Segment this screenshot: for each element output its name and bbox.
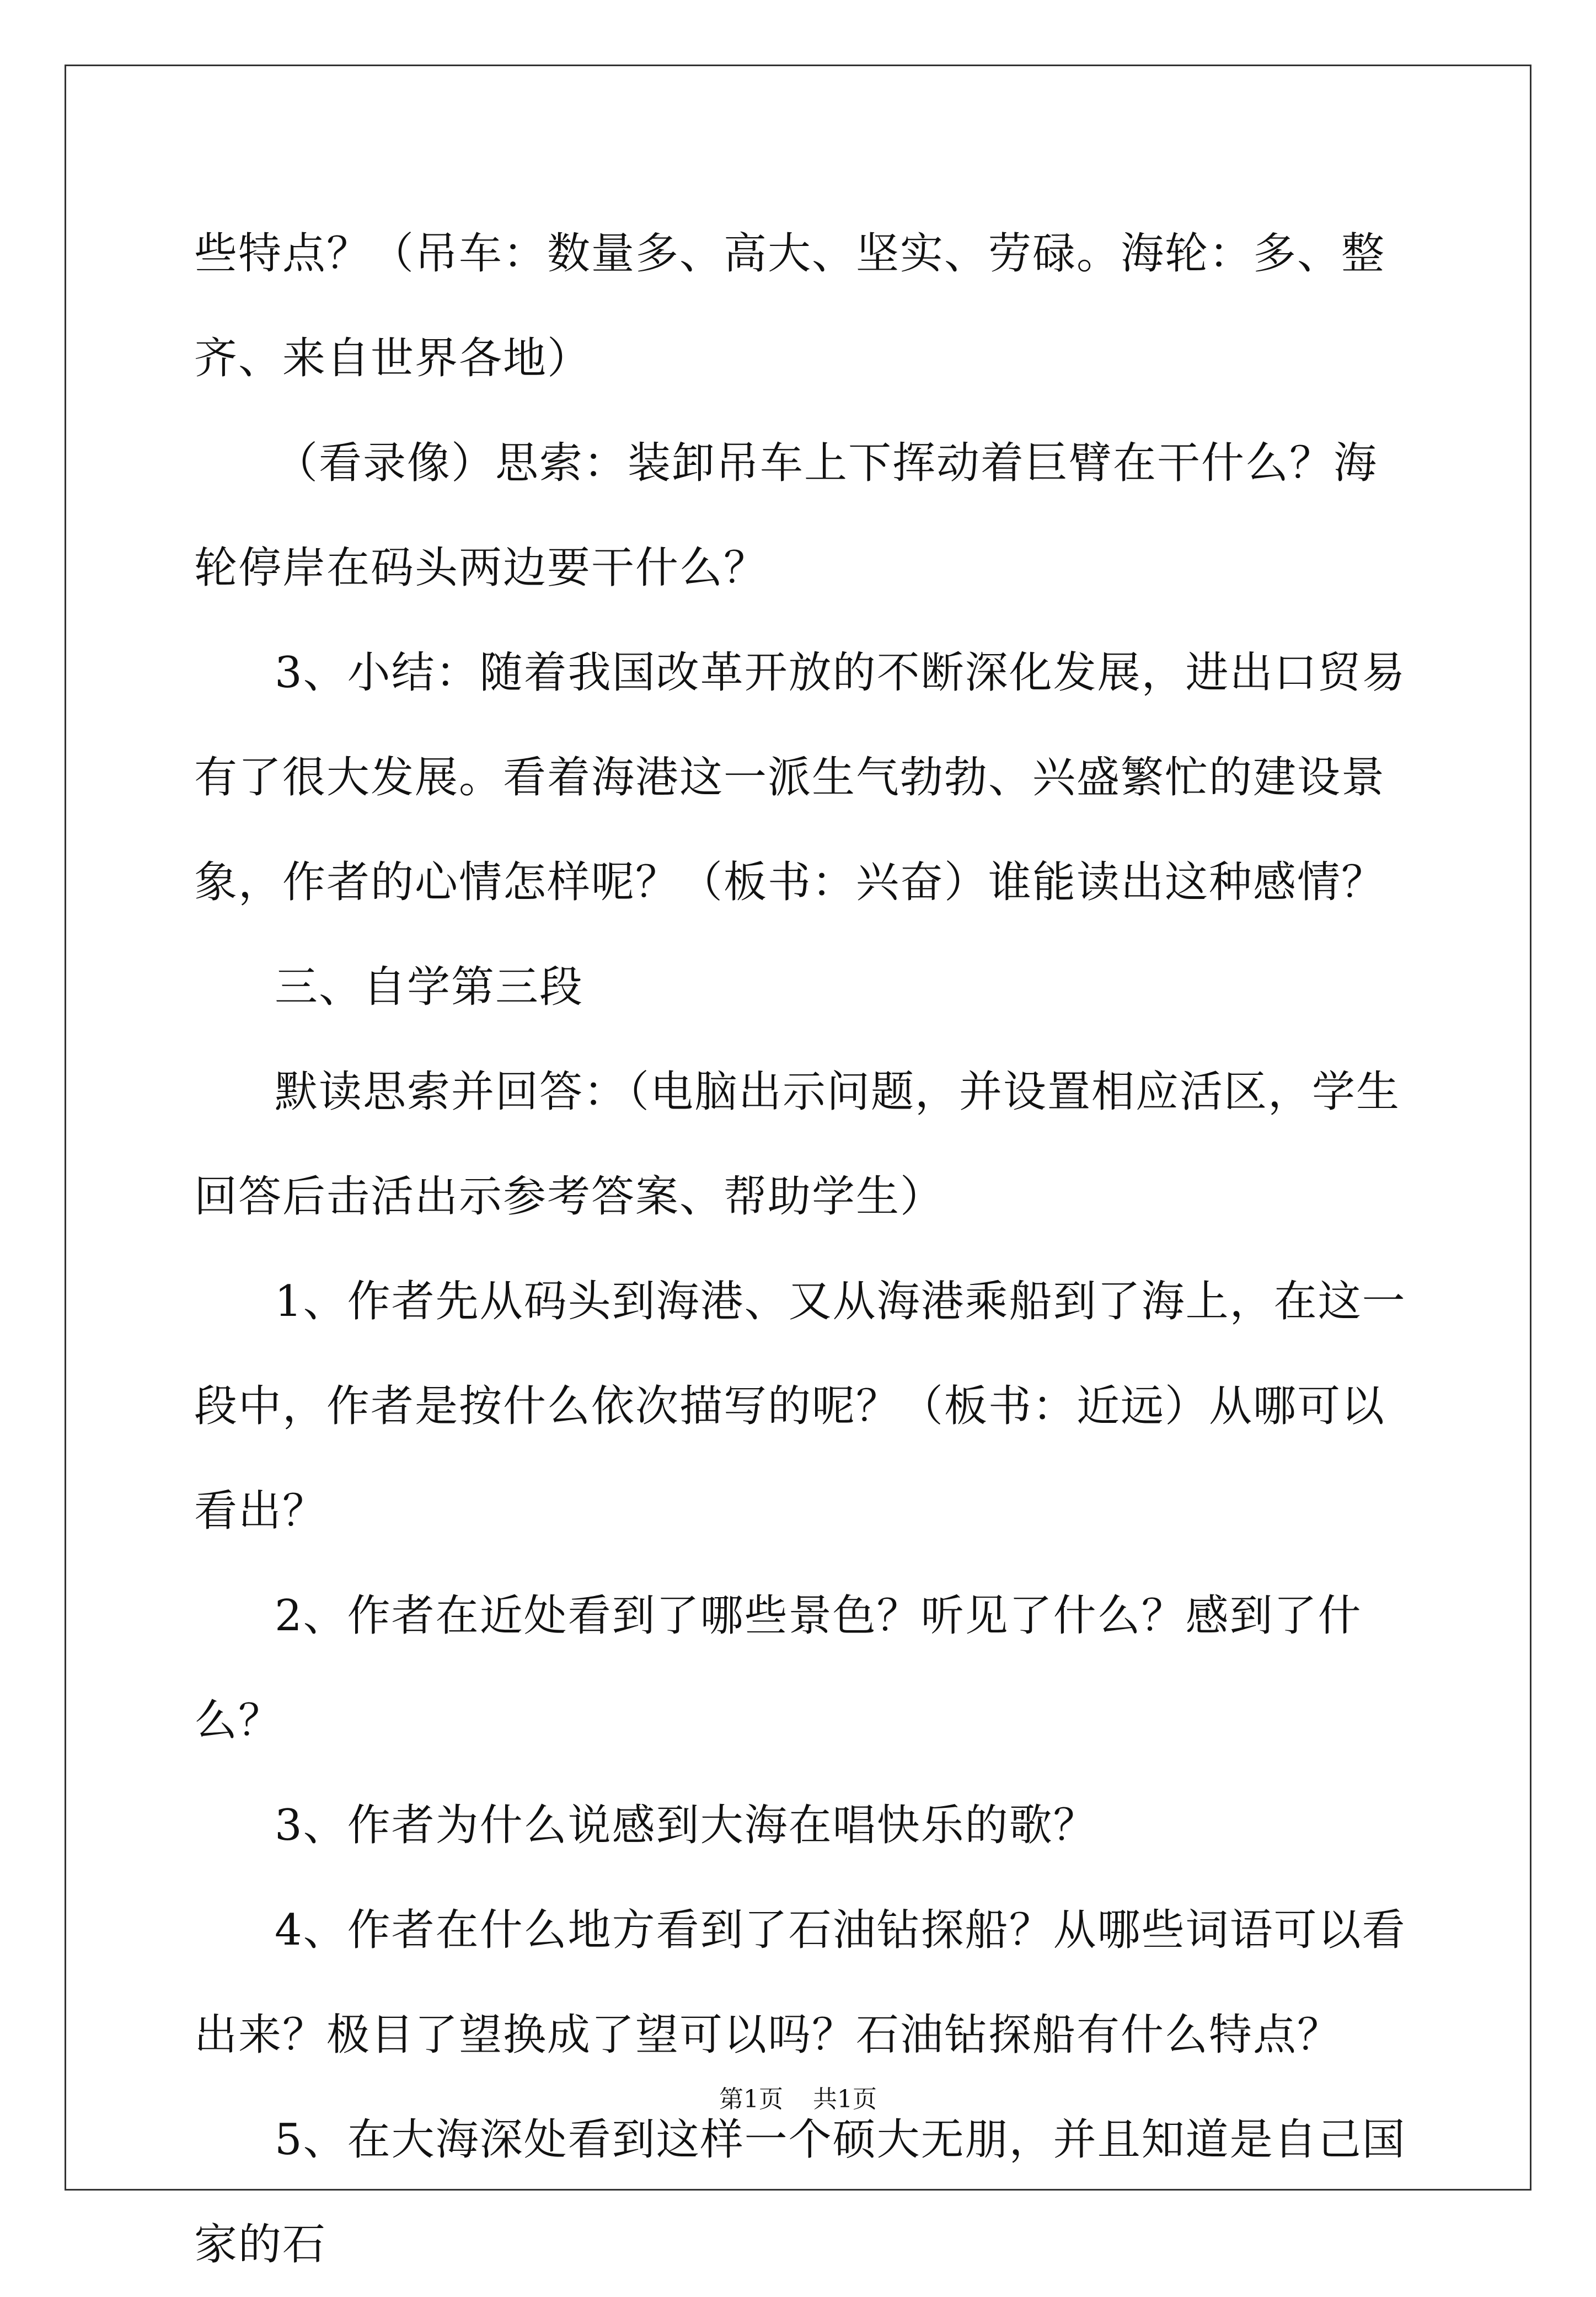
question-1: 1、作者先从码头到海港、又从海港乘船到了海上，在这一段中，作者是按什么依次描写的呢？（板书：近远）从哪可以看出？ xyxy=(194,1277,1406,1536)
paragraph-3: 3、小结：随着我国改革开放的不断深化发展，进出口贸易有了很大发展。看着海港这一派生气勃勃、兴盛繁忙的建设景象，作者的心情怎样呢？（板书：兴奋）谁能读出这种感情？ xyxy=(194,648,1406,907)
paragraph-1: 些特点？（吊车：数量多、高大、坚实、劳碌。海轮：多、整齐、来自世界各地） xyxy=(194,229,1386,383)
page-footer xyxy=(0,2079,1596,2114)
document-body xyxy=(194,201,1407,2297)
question-5: 5、在大海深处看到这样一个硕大无朋，并且知道是自己国家的石 xyxy=(194,2115,1406,2269)
question-4: 4、作者在什么地方看到了石油钻探船？从哪些词语可以看出来？极目了望换成了望可以吗？石油钻探船有什么特点？ xyxy=(194,1905,1406,2060)
section-heading: 三、自学第三段 xyxy=(275,962,584,1012)
paragraph-5: 默读思索并回答：（电脑出示问题，并设置相应活区，学生回答后击活出示参考答案、帮助学生） xyxy=(194,1067,1401,1222)
question-3: 3、作者为什么说感到大海在唱快乐的歌？ xyxy=(275,1801,1097,1850)
question-2: 2、作者在近处看到了哪些景色？听见了什么？感到了什么？ xyxy=(194,1591,1362,1745)
page-number: 第1页 xyxy=(719,2085,783,2113)
paragraph-2: （看录像）思索：装卸吊车上下挥动着巨臂在干什么？海轮停岸在码头两边要干什么？ xyxy=(194,438,1378,593)
page-total: 共1页 xyxy=(813,2085,877,2113)
